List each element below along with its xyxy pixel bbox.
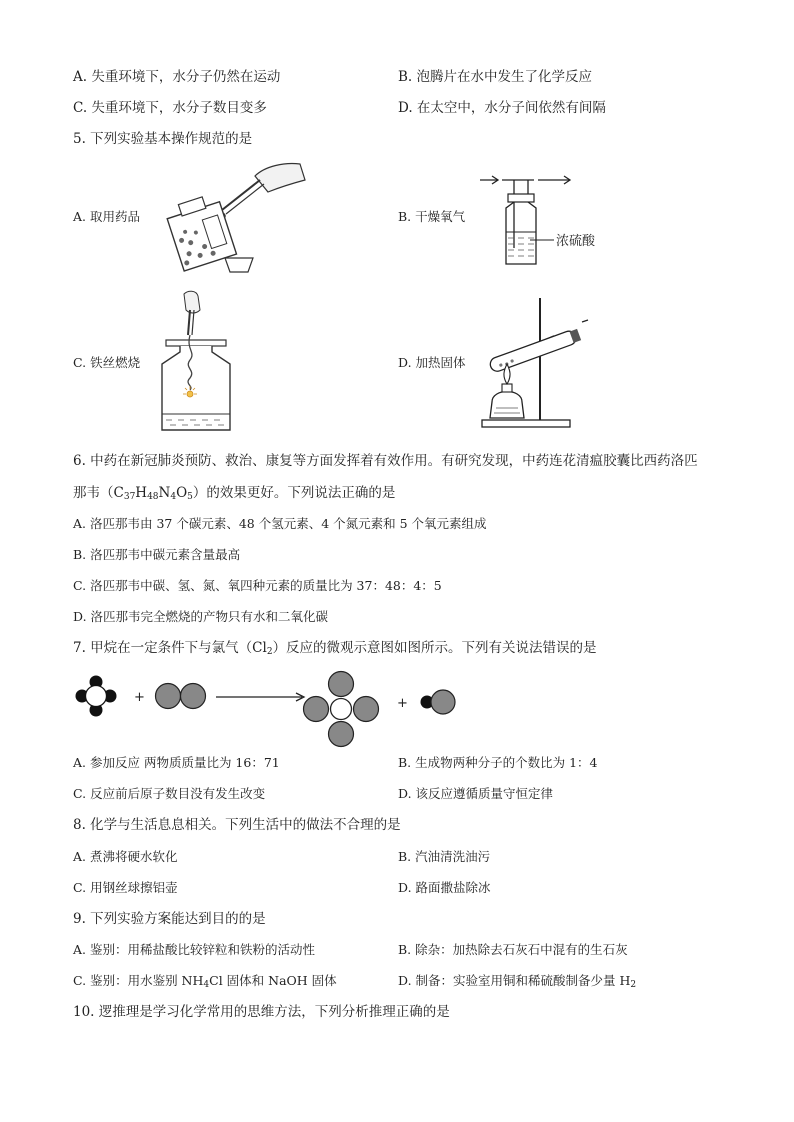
q6-option-b: B. 洛匹那韦中碳元素含量最高 <box>73 547 241 562</box>
plus-sign-1: + <box>134 690 145 705</box>
q7-stem-sub: 2 <box>266 647 273 657</box>
formula-c: C <box>113 485 124 501</box>
q7-stem-pre: 7. 甲烷在一定条件下与氯气（Cl <box>73 640 267 656</box>
q9-option-a: A. 鉴别：用稀盐酸比较锌粒和铁粉的活动性 <box>73 942 315 957</box>
q7-option-a: A. 参加反应 两物质质量比为 16：71 <box>73 755 280 770</box>
q7-option-c: C. 反应前后原子数目没有发生改变 <box>73 786 266 801</box>
q8-option-b: B. 汽油清洗油污 <box>398 849 491 864</box>
gas-drying-bottle-figure <box>478 170 628 270</box>
q7-stem <box>73 639 597 657</box>
q5-option-b: B. 干燥氧气 <box>398 209 466 224</box>
q6-stem-line1: 6. 中药在新冠肺炎预防、救治、康复等方面发挥着有效作用。有研究发现，中药连花清瘟胶囊比西药洛匹 <box>73 453 698 469</box>
taking-reagent-figure <box>160 158 310 278</box>
q7-option-b: B. 生成物两种分子的个数比为 1：4 <box>398 755 598 770</box>
q9-option-c <box>73 972 337 990</box>
q7-stem-post: ）反应的微观示意图如图所示。下列有关说法错误的是 <box>272 640 597 656</box>
q9-option-b: B. 除杂：加热除去石灰石中混有的生石灰 <box>398 942 628 957</box>
q9-stem: 9. 下列实验方案能达到目的的是 <box>73 911 266 927</box>
q8-option-a: A. 煮沸将硬水软化 <box>73 849 178 864</box>
formula-sub-2: 48 <box>147 492 159 502</box>
q4-option-b: B. 泡腾片在水中发生了化学反应 <box>398 69 593 85</box>
q5-option-d: D. 加热固体 <box>398 355 466 370</box>
hydrogen-chloride-molecule <box>421 690 456 714</box>
q5-option-a: A. 取用药品 <box>73 209 140 224</box>
formula-sub-1: 37 <box>123 492 136 502</box>
q9-option-d-sub: 2 <box>630 980 637 990</box>
q4-option-d: D. 在太空中，水分子间依然有间隔 <box>398 100 606 116</box>
q8-option-c: C. 用钢丝球擦铝壶 <box>73 880 178 895</box>
chlorine-molecule <box>156 684 206 709</box>
q6-option-c: C. 洛匹那韦中碳、氢、氮、氧四种元素的质量比为 37：48：4：5 <box>73 578 442 593</box>
formula-sub-4: 5 <box>187 492 193 502</box>
q9-option-c-post: Cl 固体和 NaOH 固体 <box>209 973 337 988</box>
q6-option-d: D. 洛匹那韦完全燃烧的产物只有水和二氧化碳 <box>73 609 329 624</box>
q7-option-d: D. 该反应遵循质量守恒定律 <box>398 786 554 801</box>
q6-option-a: A. 洛匹那韦由 37 个碳元素、48 个氢元素、4 个氮元素和 5 个氧元素组成 <box>73 516 487 531</box>
formula-sub-3: 4 <box>170 492 177 502</box>
q4-option-c: C. 失重环境下，水分子数目变多 <box>73 100 267 116</box>
formula-n: N <box>158 485 171 501</box>
q6-stem-pre: 那韦（ <box>73 485 114 501</box>
q9-option-d-pre: D. 制备：实验室用铜和稀硫酸制备少量 H <box>398 973 631 988</box>
q9-option-d <box>398 972 636 990</box>
reaction-arrow <box>216 693 304 701</box>
q6-stem-line2 <box>73 484 395 502</box>
q4-option-a: A. 失重环境下，水分子仍然在运动 <box>73 69 281 85</box>
q5-option-c: C. 铁丝燃烧 <box>73 355 141 370</box>
q8-stem: 8. 化学与生活息息相关。下列生活中的做法不合理的是 <box>73 817 401 833</box>
q9-option-c-pre: C. 鉴别：用水鉴别 NH <box>73 973 204 988</box>
methane-molecule <box>76 676 117 717</box>
q10-stem: 10. 逻推理是学习化学常用的思维方法，下列分析推理正确的是 <box>73 1004 450 1020</box>
q9-option-c-sub: 4 <box>203 980 210 990</box>
plus-sign-2: + <box>397 696 408 711</box>
tetrachloromethane-molecule <box>304 672 379 747</box>
formula-h: H <box>135 485 148 501</box>
q6-stem-post: ）的效果更好。下列说法正确的是 <box>192 485 396 501</box>
iron-wire-burning-figure <box>148 290 238 435</box>
formula-o: O <box>176 485 188 501</box>
heating-solid-figure <box>478 292 588 432</box>
concentrated-sulfuric-acid-label: 浓硫酸 <box>556 234 596 249</box>
q5-stem: 5. 下列实验基本操作规范的是 <box>73 131 253 147</box>
reaction-microscopic-diagram <box>70 670 470 750</box>
q8-option-d: D. 路面撒盐除冰 <box>398 880 491 895</box>
lopinavir-formula <box>114 485 193 501</box>
